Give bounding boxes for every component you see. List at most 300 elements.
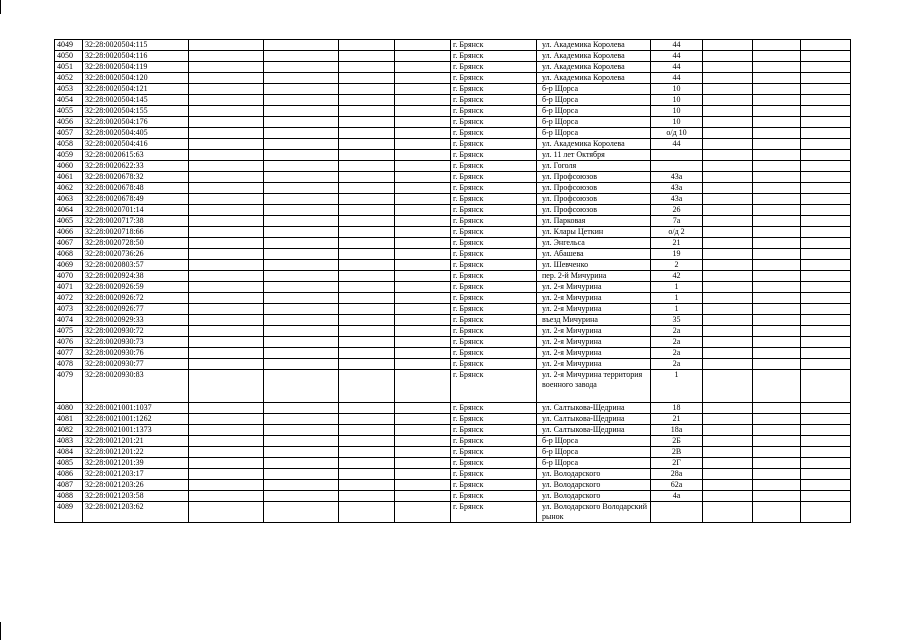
empty-cell [395, 106, 451, 117]
empty-cell [753, 304, 801, 315]
empty-cell [264, 260, 339, 271]
empty-cell [264, 238, 339, 249]
empty-cell [339, 359, 395, 370]
row-number-cell: 4088 [55, 491, 83, 502]
empty-cell [703, 128, 753, 139]
empty-cell [339, 293, 395, 304]
empty-cell [801, 117, 851, 128]
empty-cell [395, 348, 451, 359]
empty-cell [801, 414, 851, 425]
empty-cell [801, 370, 851, 403]
cadastral-number-cell: 32:28:0021001:1262 [83, 414, 189, 425]
table-row [55, 172, 851, 183]
empty-cell [264, 436, 339, 447]
city-cell: г. Брянск [451, 95, 537, 106]
street-cell: ул. Профсоюзов [537, 172, 651, 183]
row-number-cell: 4059 [55, 150, 83, 161]
cadastral-number-cell: 32:28:0020504:416 [83, 139, 189, 150]
empty-cell [703, 491, 753, 502]
empty-cell [339, 502, 395, 523]
empty-cell [801, 183, 851, 194]
empty-cell [339, 304, 395, 315]
row-number-cell: 4053 [55, 84, 83, 95]
empty-cell [703, 370, 753, 403]
empty-cell [801, 491, 851, 502]
table-row [55, 238, 851, 249]
row-number-cell: 4063 [55, 194, 83, 205]
table-row [55, 458, 851, 469]
empty-cell [264, 293, 339, 304]
city-cell: г. Брянск [451, 139, 537, 150]
house-number-cell: 2а [651, 326, 703, 337]
table-row [55, 436, 851, 447]
empty-cell [703, 359, 753, 370]
cadastral-number-cell: 32:28:0020678:48 [83, 183, 189, 194]
street-cell: ул. 11 лет Октября [537, 150, 651, 161]
row-number-cell: 4062 [55, 183, 83, 194]
street-cell: въезд Мичурина [537, 315, 651, 326]
cadastral-number-cell: 32:28:0020504:155 [83, 106, 189, 117]
city-cell: г. Брянск [451, 161, 537, 172]
house-number-cell: 62а [651, 480, 703, 491]
cadastral-number-cell: 32:28:0020926:72 [83, 293, 189, 304]
empty-cell [189, 161, 264, 172]
empty-cell [703, 458, 753, 469]
empty-cell [264, 117, 339, 128]
empty-cell [801, 304, 851, 315]
table-row [55, 161, 851, 172]
empty-cell [264, 491, 339, 502]
empty-cell [264, 73, 339, 84]
street-cell: б-р Щорса [537, 95, 651, 106]
scan-edge-mark-bottom [0, 622, 1, 640]
empty-cell [395, 128, 451, 139]
empty-cell [189, 469, 264, 480]
row-number-cell: 4080 [55, 403, 83, 414]
cadastral-number-cell: 32:28:0020930:77 [83, 359, 189, 370]
table-row [55, 326, 851, 337]
city-cell: г. Брянск [451, 172, 537, 183]
empty-cell [703, 271, 753, 282]
street-cell: б-р Щорса [537, 106, 651, 117]
empty-cell [703, 117, 753, 128]
empty-cell [753, 425, 801, 436]
empty-cell [395, 161, 451, 172]
empty-cell [801, 150, 851, 161]
street-cell: ул. Профсоюзов [537, 183, 651, 194]
empty-cell [753, 95, 801, 106]
cadastral-number-cell: 32:28:0021201:22 [83, 447, 189, 458]
row-number-cell: 4064 [55, 205, 83, 216]
empty-cell [189, 194, 264, 205]
empty-cell [264, 403, 339, 414]
row-number-cell: 4087 [55, 480, 83, 491]
house-number-cell: 43а [651, 183, 703, 194]
house-number-cell: 10 [651, 106, 703, 117]
city-cell: г. Брянск [451, 62, 537, 73]
empty-cell [801, 348, 851, 359]
empty-cell [395, 359, 451, 370]
house-number-cell: 21 [651, 238, 703, 249]
empty-cell [395, 469, 451, 480]
cadastral-number-cell: 32:28:0020930:72 [83, 326, 189, 337]
table-row [55, 447, 851, 458]
house-number-cell: 44 [651, 73, 703, 84]
row-number-cell: 4070 [55, 271, 83, 282]
empty-cell [339, 469, 395, 480]
empty-cell [264, 480, 339, 491]
city-cell: г. Брянск [451, 183, 537, 194]
empty-cell [801, 436, 851, 447]
empty-cell [189, 359, 264, 370]
empty-cell [801, 40, 851, 51]
empty-cell [801, 447, 851, 458]
empty-cell [264, 282, 339, 293]
cadastral-number-cell: 32:28:0020504:405 [83, 128, 189, 139]
empty-cell [339, 106, 395, 117]
house-number-cell: 2В [651, 447, 703, 458]
empty-cell [264, 139, 339, 150]
house-number-cell: 10 [651, 84, 703, 95]
cadastral-number-cell: 32:28:0021203:17 [83, 469, 189, 480]
cadastral-number-cell: 32:28:0020924:38 [83, 271, 189, 282]
empty-cell [339, 183, 395, 194]
empty-cell [339, 40, 395, 51]
street-cell: ул. Академика Королева [537, 51, 651, 62]
empty-cell [801, 205, 851, 216]
document-page [54, 39, 851, 523]
empty-cell [395, 293, 451, 304]
house-number-cell: 1 [651, 370, 703, 403]
row-number-cell: 4081 [55, 414, 83, 425]
empty-cell [264, 194, 339, 205]
table-row [55, 403, 851, 414]
table-row [55, 128, 851, 139]
empty-cell [753, 238, 801, 249]
street-cell: б-р Щорса [537, 436, 651, 447]
street-cell: б-р Щорса [537, 84, 651, 95]
table-row [55, 260, 851, 271]
row-number-cell: 4055 [55, 106, 83, 117]
street-cell: ул. 2-я Мичурина [537, 359, 651, 370]
empty-cell [395, 238, 451, 249]
empty-cell [801, 458, 851, 469]
row-number-cell: 4056 [55, 117, 83, 128]
house-number-cell: 2а [651, 348, 703, 359]
empty-cell [339, 315, 395, 326]
row-number-cell: 4060 [55, 161, 83, 172]
empty-cell [339, 161, 395, 172]
city-cell: г. Брянск [451, 304, 537, 315]
empty-cell [264, 205, 339, 216]
empty-cell [189, 348, 264, 359]
house-number-cell: 26 [651, 205, 703, 216]
cadastral-number-cell: 32:28:0020615:63 [83, 150, 189, 161]
empty-cell [753, 260, 801, 271]
street-cell: ул. Парковая [537, 216, 651, 227]
empty-cell [395, 183, 451, 194]
table-row [55, 73, 851, 84]
row-number-cell: 4071 [55, 282, 83, 293]
city-cell: г. Брянск [451, 491, 537, 502]
house-number-cell: 42 [651, 271, 703, 282]
empty-cell [703, 282, 753, 293]
empty-cell [339, 436, 395, 447]
empty-cell [395, 447, 451, 458]
row-number-cell: 4066 [55, 227, 83, 238]
city-cell: г. Брянск [451, 271, 537, 282]
house-number-cell: 44 [651, 40, 703, 51]
empty-cell [801, 403, 851, 414]
empty-cell [801, 95, 851, 106]
house-number-cell: 43а [651, 172, 703, 183]
empty-cell [339, 205, 395, 216]
empty-cell [801, 227, 851, 238]
city-cell: г. Брянск [451, 414, 537, 425]
empty-cell [264, 271, 339, 282]
city-cell: г. Брянск [451, 40, 537, 51]
row-number-cell: 4054 [55, 95, 83, 106]
city-cell: г. Брянск [451, 436, 537, 447]
empty-cell [753, 128, 801, 139]
empty-cell [703, 502, 753, 523]
table-row [55, 359, 851, 370]
empty-cell [264, 425, 339, 436]
empty-cell [753, 205, 801, 216]
empty-cell [801, 172, 851, 183]
empty-cell [753, 139, 801, 150]
empty-cell [395, 436, 451, 447]
cadastral-number-cell: 32:28:0021203:26 [83, 480, 189, 491]
street-cell: ул. Салтыкова-Щедрина [537, 403, 651, 414]
empty-cell [801, 249, 851, 260]
row-number-cell: 4073 [55, 304, 83, 315]
house-number-cell: 10 [651, 117, 703, 128]
empty-cell [801, 315, 851, 326]
empty-cell [264, 150, 339, 161]
empty-cell [801, 216, 851, 227]
table-row [55, 370, 851, 403]
city-cell: г. Брянск [451, 458, 537, 469]
street-cell: ул. Салтыкова-Щедрина [537, 425, 651, 436]
table-row [55, 84, 851, 95]
table-row [55, 40, 851, 51]
empty-cell [753, 436, 801, 447]
row-number-cell: 4072 [55, 293, 83, 304]
empty-cell [339, 194, 395, 205]
house-number-cell [651, 502, 703, 523]
table-row [55, 150, 851, 161]
empty-cell [395, 326, 451, 337]
city-cell: г. Брянск [451, 128, 537, 139]
city-cell: г. Брянск [451, 359, 537, 370]
empty-cell [395, 480, 451, 491]
house-number-cell: 28а [651, 469, 703, 480]
city-cell: г. Брянск [451, 337, 537, 348]
empty-cell [339, 73, 395, 84]
city-cell: г. Брянск [451, 106, 537, 117]
city-cell: г. Брянск [451, 51, 537, 62]
empty-cell [189, 40, 264, 51]
empty-cell [264, 304, 339, 315]
cadastral-number-cell: 32:28:0020930:73 [83, 337, 189, 348]
empty-cell [264, 183, 339, 194]
empty-cell [703, 249, 753, 260]
registry-body [55, 40, 851, 523]
city-cell: г. Брянск [451, 73, 537, 84]
house-number-cell: 18а [651, 425, 703, 436]
empty-cell [189, 84, 264, 95]
empty-cell [753, 502, 801, 523]
house-number-cell: о/д 10 [651, 128, 703, 139]
table-row [55, 216, 851, 227]
street-cell: ул. Профсоюзов [537, 205, 651, 216]
cadastral-number-cell: 32:28:0020718:66 [83, 227, 189, 238]
street-cell: ул. Володарского Володарский рынок [537, 502, 651, 523]
street-cell: ул. Академика Королева [537, 40, 651, 51]
empty-cell [189, 205, 264, 216]
empty-cell [395, 403, 451, 414]
row-number-cell: 4050 [55, 51, 83, 62]
empty-cell [264, 227, 339, 238]
empty-cell [703, 260, 753, 271]
city-cell: г. Брянск [451, 447, 537, 458]
cadastral-number-cell: 32:28:0020701:14 [83, 205, 189, 216]
house-number-cell [651, 161, 703, 172]
empty-cell [703, 95, 753, 106]
street-cell: б-р Щорса [537, 128, 651, 139]
empty-cell [703, 150, 753, 161]
cadastral-number-cell: 32:28:0020803:57 [83, 260, 189, 271]
empty-cell [703, 425, 753, 436]
cadastral-number-cell: 32:28:0020504:145 [83, 95, 189, 106]
row-number-cell: 4069 [55, 260, 83, 271]
empty-cell [264, 337, 339, 348]
empty-cell [189, 337, 264, 348]
empty-cell [703, 447, 753, 458]
empty-cell [395, 62, 451, 73]
empty-cell [189, 62, 264, 73]
empty-cell [339, 128, 395, 139]
house-number-cell: 2а [651, 337, 703, 348]
empty-cell [703, 139, 753, 150]
empty-cell [339, 117, 395, 128]
empty-cell [703, 348, 753, 359]
table-row [55, 117, 851, 128]
empty-cell [703, 161, 753, 172]
cadastral-number-cell: 32:28:0020929:33 [83, 315, 189, 326]
cadastral-number-cell: 32:28:0020504:115 [83, 40, 189, 51]
cadastral-number-cell: 32:28:0021201:21 [83, 436, 189, 447]
row-number-cell: 4082 [55, 425, 83, 436]
empty-cell [339, 282, 395, 293]
empty-cell [264, 84, 339, 95]
empty-cell [801, 51, 851, 62]
empty-cell [339, 337, 395, 348]
empty-cell [703, 216, 753, 227]
empty-cell [801, 337, 851, 348]
cadastral-number-cell: 32:28:0020926:59 [83, 282, 189, 293]
city-cell: г. Брянск [451, 227, 537, 238]
empty-cell [703, 73, 753, 84]
house-number-cell: 43а [651, 194, 703, 205]
cadastral-number-cell: 32:28:0020930:83 [83, 370, 189, 403]
empty-cell [703, 227, 753, 238]
empty-cell [753, 227, 801, 238]
table-row [55, 95, 851, 106]
row-number-cell: 4084 [55, 447, 83, 458]
row-number-cell: 4074 [55, 315, 83, 326]
empty-cell [753, 183, 801, 194]
row-number-cell: 4083 [55, 436, 83, 447]
empty-cell [189, 315, 264, 326]
row-number-cell: 4061 [55, 172, 83, 183]
empty-cell [339, 348, 395, 359]
cadastral-number-cell: 32:28:0020678:32 [83, 172, 189, 183]
empty-cell [339, 95, 395, 106]
empty-cell [189, 249, 264, 260]
empty-cell [264, 348, 339, 359]
empty-cell [703, 337, 753, 348]
empty-cell [339, 260, 395, 271]
table-row [55, 315, 851, 326]
row-number-cell: 4076 [55, 337, 83, 348]
street-cell: ул. Профсоюзов [537, 194, 651, 205]
empty-cell [703, 315, 753, 326]
empty-cell [395, 139, 451, 150]
empty-cell [801, 128, 851, 139]
row-number-cell: 4067 [55, 238, 83, 249]
cadastral-number-cell: 32:28:0020678:49 [83, 194, 189, 205]
empty-cell [264, 106, 339, 117]
empty-cell [264, 62, 339, 73]
empty-cell [189, 436, 264, 447]
empty-cell [703, 469, 753, 480]
row-number-cell: 4077 [55, 348, 83, 359]
house-number-cell: 2Г [651, 458, 703, 469]
house-number-cell: 1 [651, 304, 703, 315]
empty-cell [339, 414, 395, 425]
cadastral-number-cell: 32:28:0021203:58 [83, 491, 189, 502]
row-number-cell: 4065 [55, 216, 83, 227]
empty-cell [189, 403, 264, 414]
table-row [55, 271, 851, 282]
row-number-cell: 4085 [55, 458, 83, 469]
empty-cell [339, 480, 395, 491]
empty-cell [189, 271, 264, 282]
empty-cell [395, 73, 451, 84]
empty-cell [264, 326, 339, 337]
empty-cell [395, 216, 451, 227]
empty-cell [395, 205, 451, 216]
table-row [55, 502, 851, 523]
empty-cell [753, 51, 801, 62]
street-cell: ул. Володарского [537, 491, 651, 502]
empty-cell [395, 491, 451, 502]
empty-cell [753, 458, 801, 469]
city-cell: г. Брянск [451, 260, 537, 271]
empty-cell [801, 359, 851, 370]
cadastral-number-cell: 32:28:0020930:76 [83, 348, 189, 359]
cadastral-number-cell: 32:28:0020926:77 [83, 304, 189, 315]
house-number-cell: о/д 2 [651, 227, 703, 238]
empty-cell [264, 216, 339, 227]
row-number-cell: 4052 [55, 73, 83, 84]
empty-cell [801, 238, 851, 249]
empty-cell [264, 172, 339, 183]
empty-cell [189, 260, 264, 271]
empty-cell [189, 491, 264, 502]
